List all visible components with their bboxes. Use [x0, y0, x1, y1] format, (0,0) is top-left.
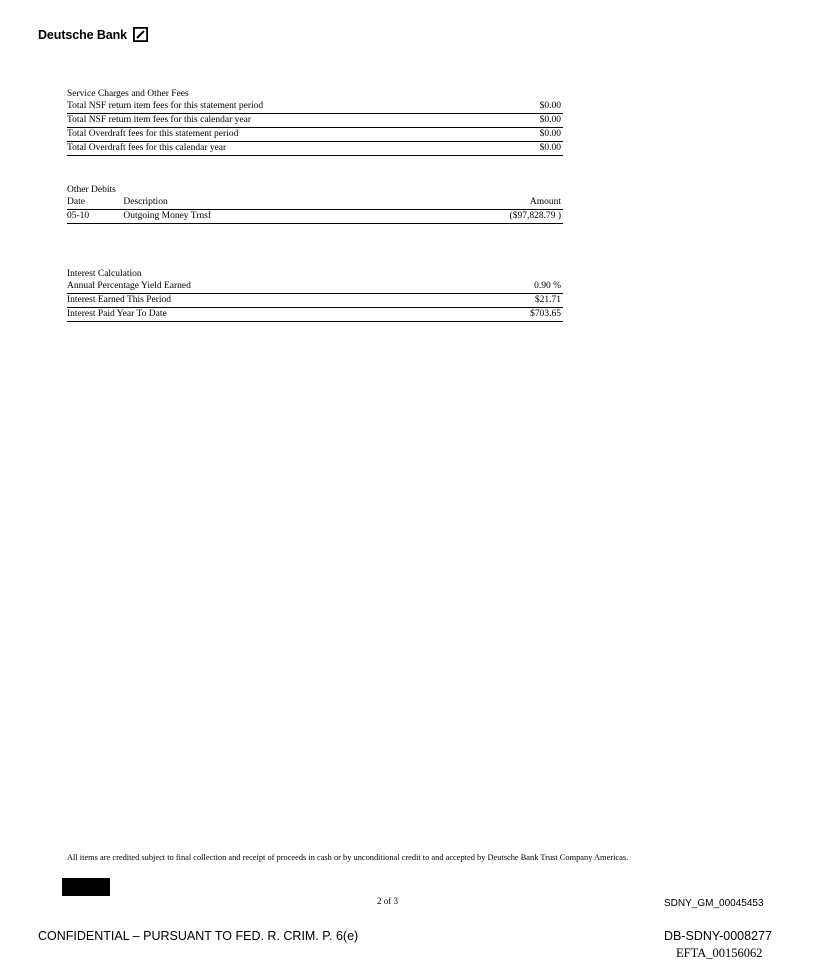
row-label: Annual Percentage Yield Earned	[67, 281, 191, 291]
other-debits-section	[67, 184, 563, 224]
table-row	[67, 210, 563, 224]
table-row	[67, 128, 563, 142]
bank-brand	[38, 27, 148, 42]
row-label: Interest Paid Year To Date	[67, 309, 167, 319]
row-label: Total NSF return item fees for this statement period	[67, 101, 264, 111]
row-label: Total Overdraft fees for this calendar year	[67, 143, 227, 153]
row-value: $0.00	[539, 115, 561, 125]
page-number: 2 of 3	[377, 896, 398, 906]
bates-number-db: DB-SDNY-0008277	[664, 929, 772, 943]
table-row	[67, 280, 563, 294]
debit-description: Outgoing Money Trnsf	[123, 211, 211, 221]
service-charges-section	[67, 88, 563, 156]
redaction-box	[62, 878, 110, 896]
efta-number: EFTA_00156062	[676, 946, 763, 960]
section-title: Other Debits	[67, 185, 116, 195]
table-header-row	[67, 196, 563, 210]
table-row	[67, 100, 563, 114]
row-label: Interest Earned This Period	[67, 295, 172, 305]
row-label: Total Overdraft fees for this statement period	[67, 129, 239, 139]
table-row	[67, 142, 563, 156]
date-column-header: Date	[67, 197, 85, 207]
deutsche-bank-logo-icon	[133, 27, 148, 42]
row-label: Total NSF return item fees for this calendar year	[67, 115, 251, 125]
row-value: $0.00	[539, 143, 561, 153]
description-column-header: Description	[123, 197, 168, 207]
table-row	[67, 294, 563, 308]
disclaimer-text: All items are credited subject to final collection and receipt of proceeds in cash or by unconditional credit to and accepted by Deutsche Bank Trust Company Americas.	[67, 853, 629, 862]
confidential-notice: CONFIDENTIAL – PURSUANT TO FED. R. CRIM. P. 6(e)	[38, 929, 359, 943]
row-value: $703.65	[530, 309, 561, 319]
amount-column-header: Amount	[529, 197, 561, 207]
row-value: $0.00	[539, 129, 561, 139]
section-title: Service Charges and Other Fees	[67, 89, 189, 99]
row-value: 0.90 %	[534, 281, 561, 291]
section-title: Interest Calculation	[67, 269, 142, 279]
bates-number-sdny: SDNY_GM_00045453	[664, 898, 764, 909]
interest-calculation-section	[67, 268, 563, 322]
table-row	[67, 308, 563, 322]
bank-name: Deutsche Bank	[38, 27, 128, 42]
row-value: $21.71	[534, 295, 561, 305]
debit-date: 05-10	[67, 211, 90, 221]
debit-amount: ($97,828.79 )	[509, 211, 561, 221]
table-row	[67, 114, 563, 128]
row-value: $0.00	[539, 101, 561, 111]
